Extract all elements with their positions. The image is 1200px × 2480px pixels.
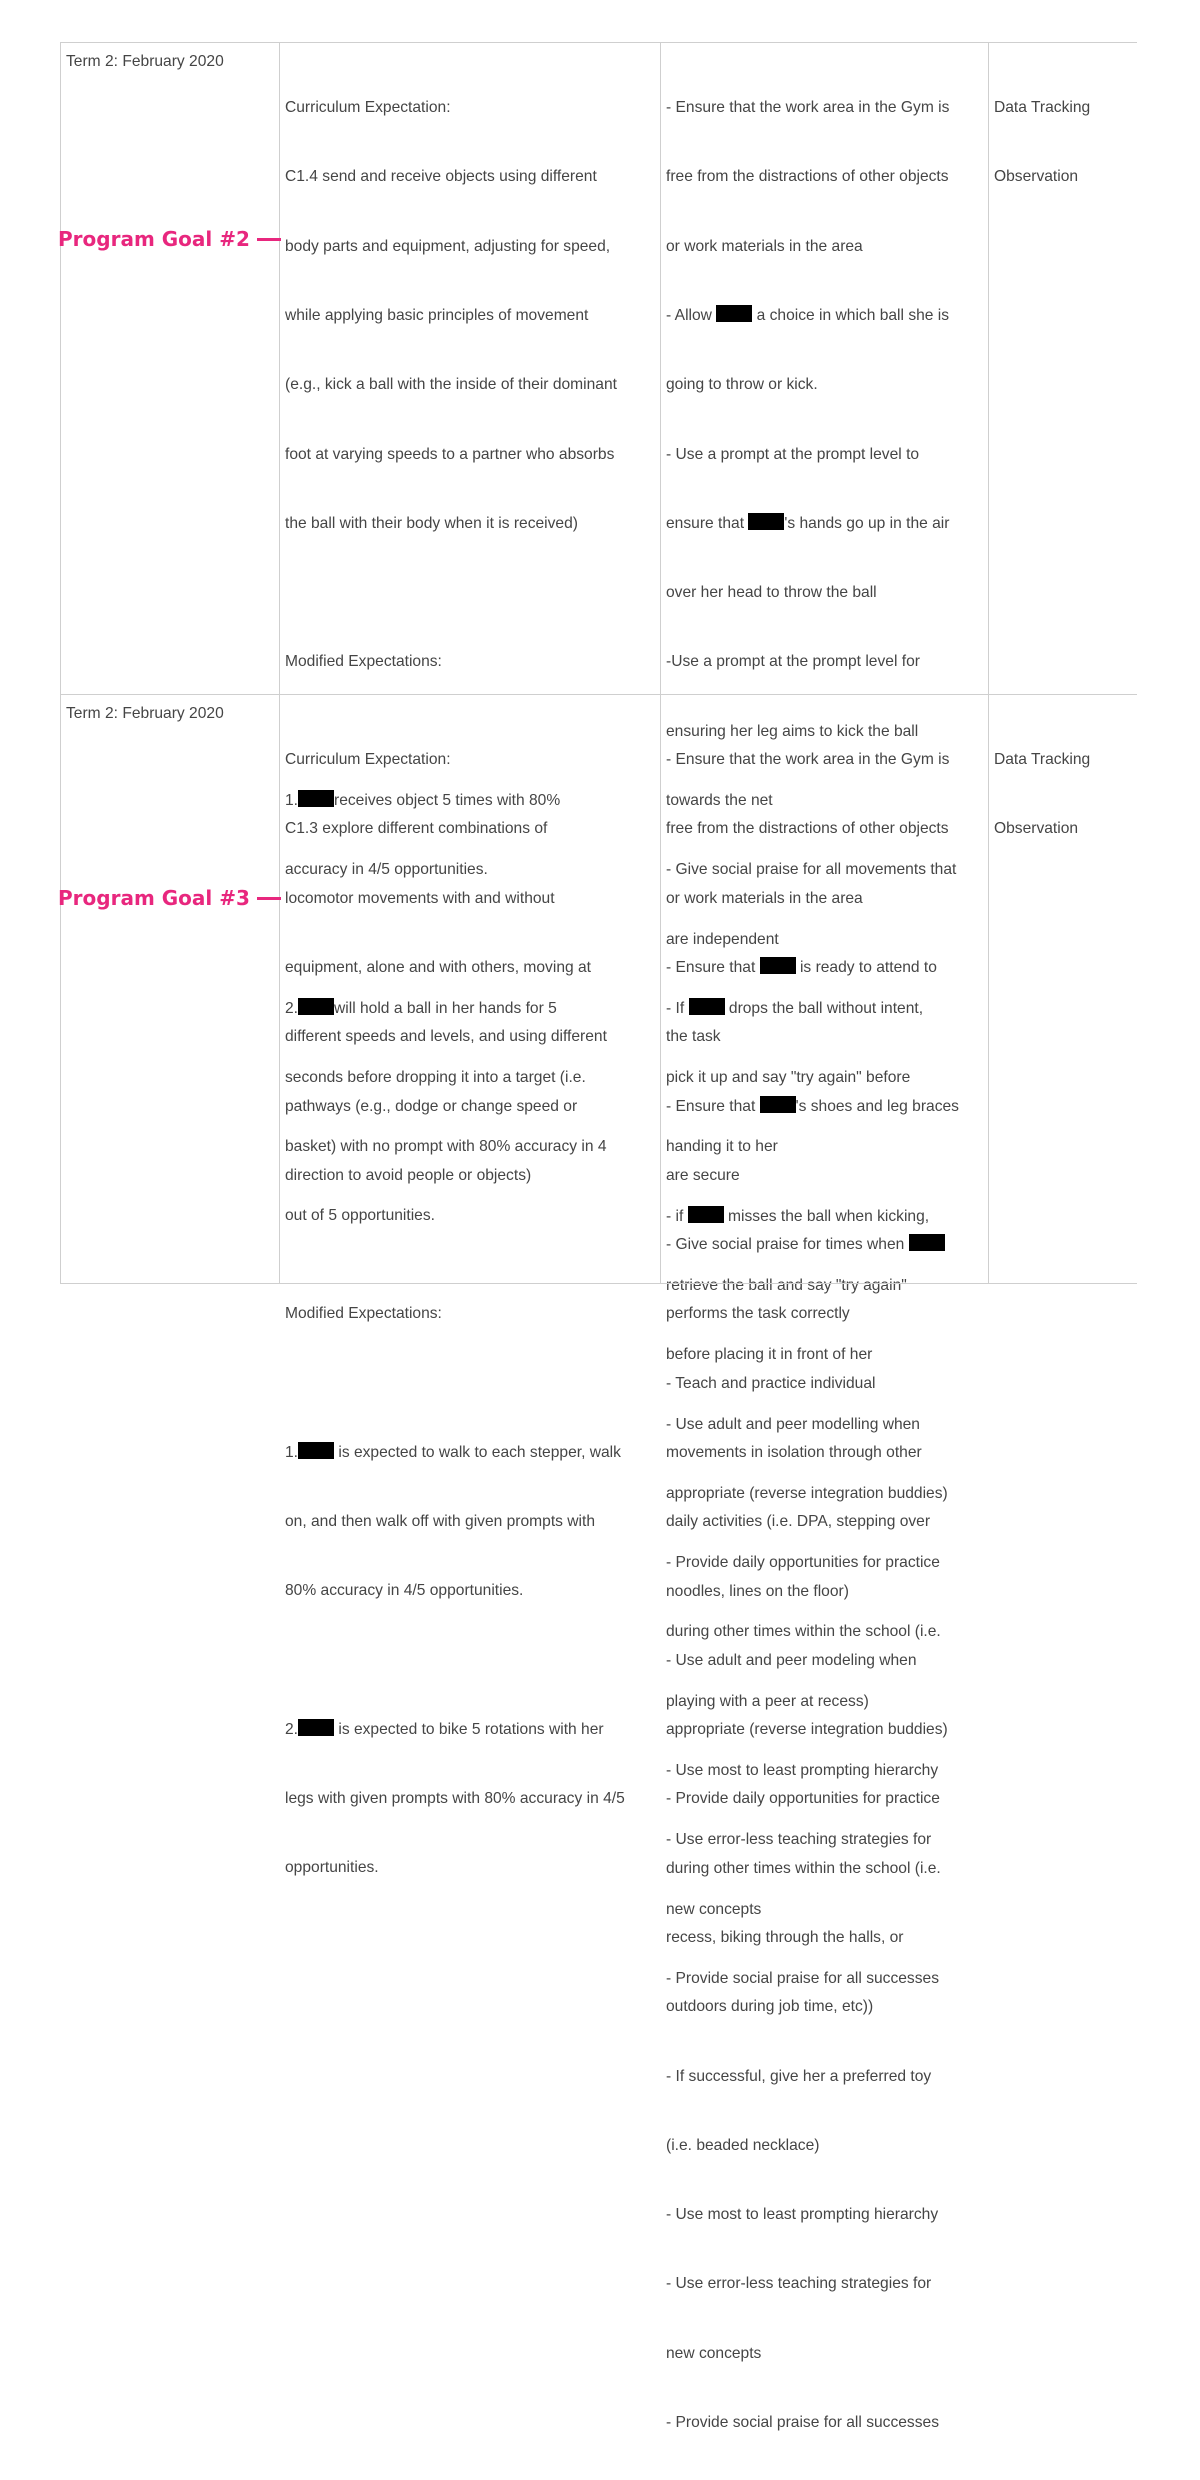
assessment-method: Data Tracking <box>994 751 1091 769</box>
strategy-line: - If successful, give her a preferred toy <box>666 2067 932 2085</box>
expectation-1: 1. receives object 5 times with 80% <box>285 791 561 809</box>
expectation-text: legs with given prompts with 80% accuracy in 4/5 <box>285 1790 625 1808</box>
term-text: Term 2: February 2020 <box>66 53 224 70</box>
term-cell <box>60 695 279 1283</box>
expectation-cell <box>279 695 660 1877</box>
program-goal-2-pointer <box>257 238 281 241</box>
strategy-line: - Use error-less teaching strategies for <box>666 1831 932 1849</box>
strategy-line: outdoors during job time, etc)) <box>666 1998 874 2016</box>
strategy-line: before placing it in front of her <box>666 1346 873 1364</box>
curriculum-heading: Curriculum Expectation: <box>285 99 451 117</box>
strategy-line: appropriate (reverse integration buddies) <box>666 1484 948 1502</box>
strategy-line: - Ensure that is ready to attend to <box>666 959 937 977</box>
strategy-line: - Use most to least prompting hierarchy <box>666 2206 939 2224</box>
expectation-2: 2. is expected to bike 5 rotations with her <box>285 1720 604 1738</box>
strategy-line: - Use adult and peer modelling when <box>666 1415 920 1433</box>
curriculum-text: (e.g., kick a ball with the inside of their dominant <box>285 376 617 394</box>
redacted-name <box>748 513 784 530</box>
strategy-line: - Use error-less teaching strategies for <box>666 2275 932 2293</box>
strategy-line: daily activities (i.e. DPA, stepping over <box>666 1513 931 1531</box>
strategy-line: - Give social praise for all movements that <box>666 861 957 879</box>
curriculum-heading: Curriculum Expectation: <box>285 751 451 769</box>
strategy-line: or work materials in the area <box>666 237 863 255</box>
strategy-line: ensure that 's hands go up in the air <box>666 514 950 532</box>
strategy-line: new concepts <box>666 2344 762 2362</box>
curriculum-text: C1.3 explore different combinations of <box>285 820 548 838</box>
curriculum-text: foot at varying speeds to a partner who absorbs <box>285 445 615 463</box>
strategy-line: towards the net <box>666 792 773 809</box>
strategy-line: performs the task correctly <box>666 1305 850 1323</box>
redacted-name <box>298 1719 334 1736</box>
assessment-method: Observation <box>994 168 1079 186</box>
redacted-name <box>298 1442 334 1459</box>
strategy-line: - Ensure that the work area in the Gym is <box>666 99 950 117</box>
strategy-line: - Give social praise for times when <box>666 1233 984 1256</box>
strategy-line: the task <box>666 1028 721 1046</box>
strategy-line: over her head to throw the ball <box>666 584 877 602</box>
strategy-line: - Use a prompt at the prompt level to <box>666 445 920 463</box>
strategy-line: playing with a peer at recess) <box>666 1692 869 1710</box>
strategy-line: are independent <box>666 930 779 948</box>
program-goal-3-pointer <box>257 897 281 900</box>
expectation-text: 80% accuracy in 4/5 opportunities. <box>285 1582 524 1600</box>
assessment-cell <box>988 695 1137 1283</box>
strategy-line: - Provide daily opportunities for practice <box>666 1554 940 1572</box>
modified-expectations-heading: Modified Expectations: <box>285 1305 442 1323</box>
strategy-line: new concepts <box>666 1900 762 1918</box>
term-text: Term 2: February 2020 <box>66 705 224 722</box>
strategy-line: - Ensure that the work area in the Gym is <box>666 751 950 769</box>
strategy-line: - If drops the ball without intent, <box>666 999 924 1017</box>
strategy-line: movements in isolation through other <box>666 1444 922 1461</box>
strategy-line: recess, biking through the halls, or <box>666 1928 904 1946</box>
assessment-cell <box>988 43 1137 694</box>
curriculum-text: pathways (e.g., dodge or change speed or <box>285 1097 578 1115</box>
redacted-name <box>909 1234 945 1251</box>
strategy-line: during other times within the school (i.e. <box>666 1623 941 1641</box>
curriculum-text: direction to avoid people or objects) <box>285 1166 532 1184</box>
expectation-text: seconds before dropping it into a target (i.e. <box>285 1068 586 1086</box>
assessment-method: Data Tracking <box>994 99 1091 117</box>
strategy-line: free from the distractions of other objects <box>666 168 949 186</box>
program-goal-3-label: Program Goal #3 <box>58 886 250 910</box>
redacted-name <box>760 957 796 974</box>
redacted-name <box>760 1096 796 1113</box>
strategy-line: pick it up and say "try again" before <box>666 1069 911 1087</box>
curriculum-text: body parts and equipment, adjusting for speed, <box>285 237 611 255</box>
strategy-line: - Ensure that 's shoes and leg braces <box>666 1097 959 1115</box>
expectation-text: opportunities. <box>285 1859 379 1877</box>
strategy-line: retrieve the ball and say "try again" <box>666 1276 907 1294</box>
modified-expectations-heading: Modified Expectations: <box>285 653 442 671</box>
strategy-line: - Provide social praise for all successes <box>666 1969 939 1987</box>
curriculum-text: while applying basic principles of movement <box>285 307 589 325</box>
strategy-line: or work materials in the area <box>666 889 863 907</box>
redacted-name <box>716 305 752 322</box>
strategy-line: - Teach and practice individual <box>666 1374 876 1392</box>
strategy-line: - Use adult and peer modeling when <box>666 1651 917 1669</box>
strategy-line: appropriate (reverse integration buddies) <box>666 1721 948 1739</box>
expectation-text: basket) with no prompt with 80% accuracy in 4 <box>285 1138 607 1156</box>
strategy-line: -Use a prompt at the prompt level for <box>666 653 920 671</box>
strategy-line: - Provide daily opportunities for practice <box>666 1790 940 1808</box>
term-cell <box>60 43 279 694</box>
expectation-1: 1. is expected to walk to each stepper, walk <box>285 1443 621 1461</box>
strategy-line: handing it to her <box>666 1138 778 1156</box>
curriculum-text: equipment, alone and with others, moving at <box>285 959 591 977</box>
strategy-line: are secure <box>666 1166 740 1184</box>
strategy-line: free from the distractions of other objects <box>666 820 949 838</box>
curriculum-text: locomotor movements with and without <box>285 889 555 907</box>
strategy-line: (i.e. beaded necklace) <box>666 2136 820 2154</box>
expectation-text: on, and then walk off with given prompts with <box>285 1513 596 1531</box>
expectation-text: accuracy in 4/5 opportunities. <box>285 861 488 879</box>
program-goal-2-label: Program Goal #2 <box>58 227 250 251</box>
expectation-2: 2. will hold a ball in her hands for 5 <box>285 999 557 1017</box>
curriculum-text: different speeds and levels, and using different <box>285 1028 607 1046</box>
curriculum-text: the ball with their body when it is received) <box>285 514 578 532</box>
expectation-text: out of 5 opportunities. <box>285 1207 435 1225</box>
curriculum-text: C1.4 send and receive objects using different <box>285 168 597 186</box>
strategy-line: ensuring her leg aims to kick the ball <box>666 722 919 740</box>
strategy-line: during other times within the school (i.e. <box>666 1859 941 1877</box>
strategy-line: - Provide social praise for all successes <box>666 2413 939 2431</box>
strategy-line: going to throw or kick. <box>666 376 818 394</box>
strategy-line: - Use most to least prompting hierarchy <box>666 1761 939 1779</box>
assessment-method: Observation <box>994 820 1079 838</box>
strategy-line: noodles, lines on the floor) <box>666 1582 849 1600</box>
strategy-line: - if misses the ball when kicking, <box>666 1207 930 1225</box>
strategy-line: - Allow a choice in which ball she is <box>666 307 950 325</box>
